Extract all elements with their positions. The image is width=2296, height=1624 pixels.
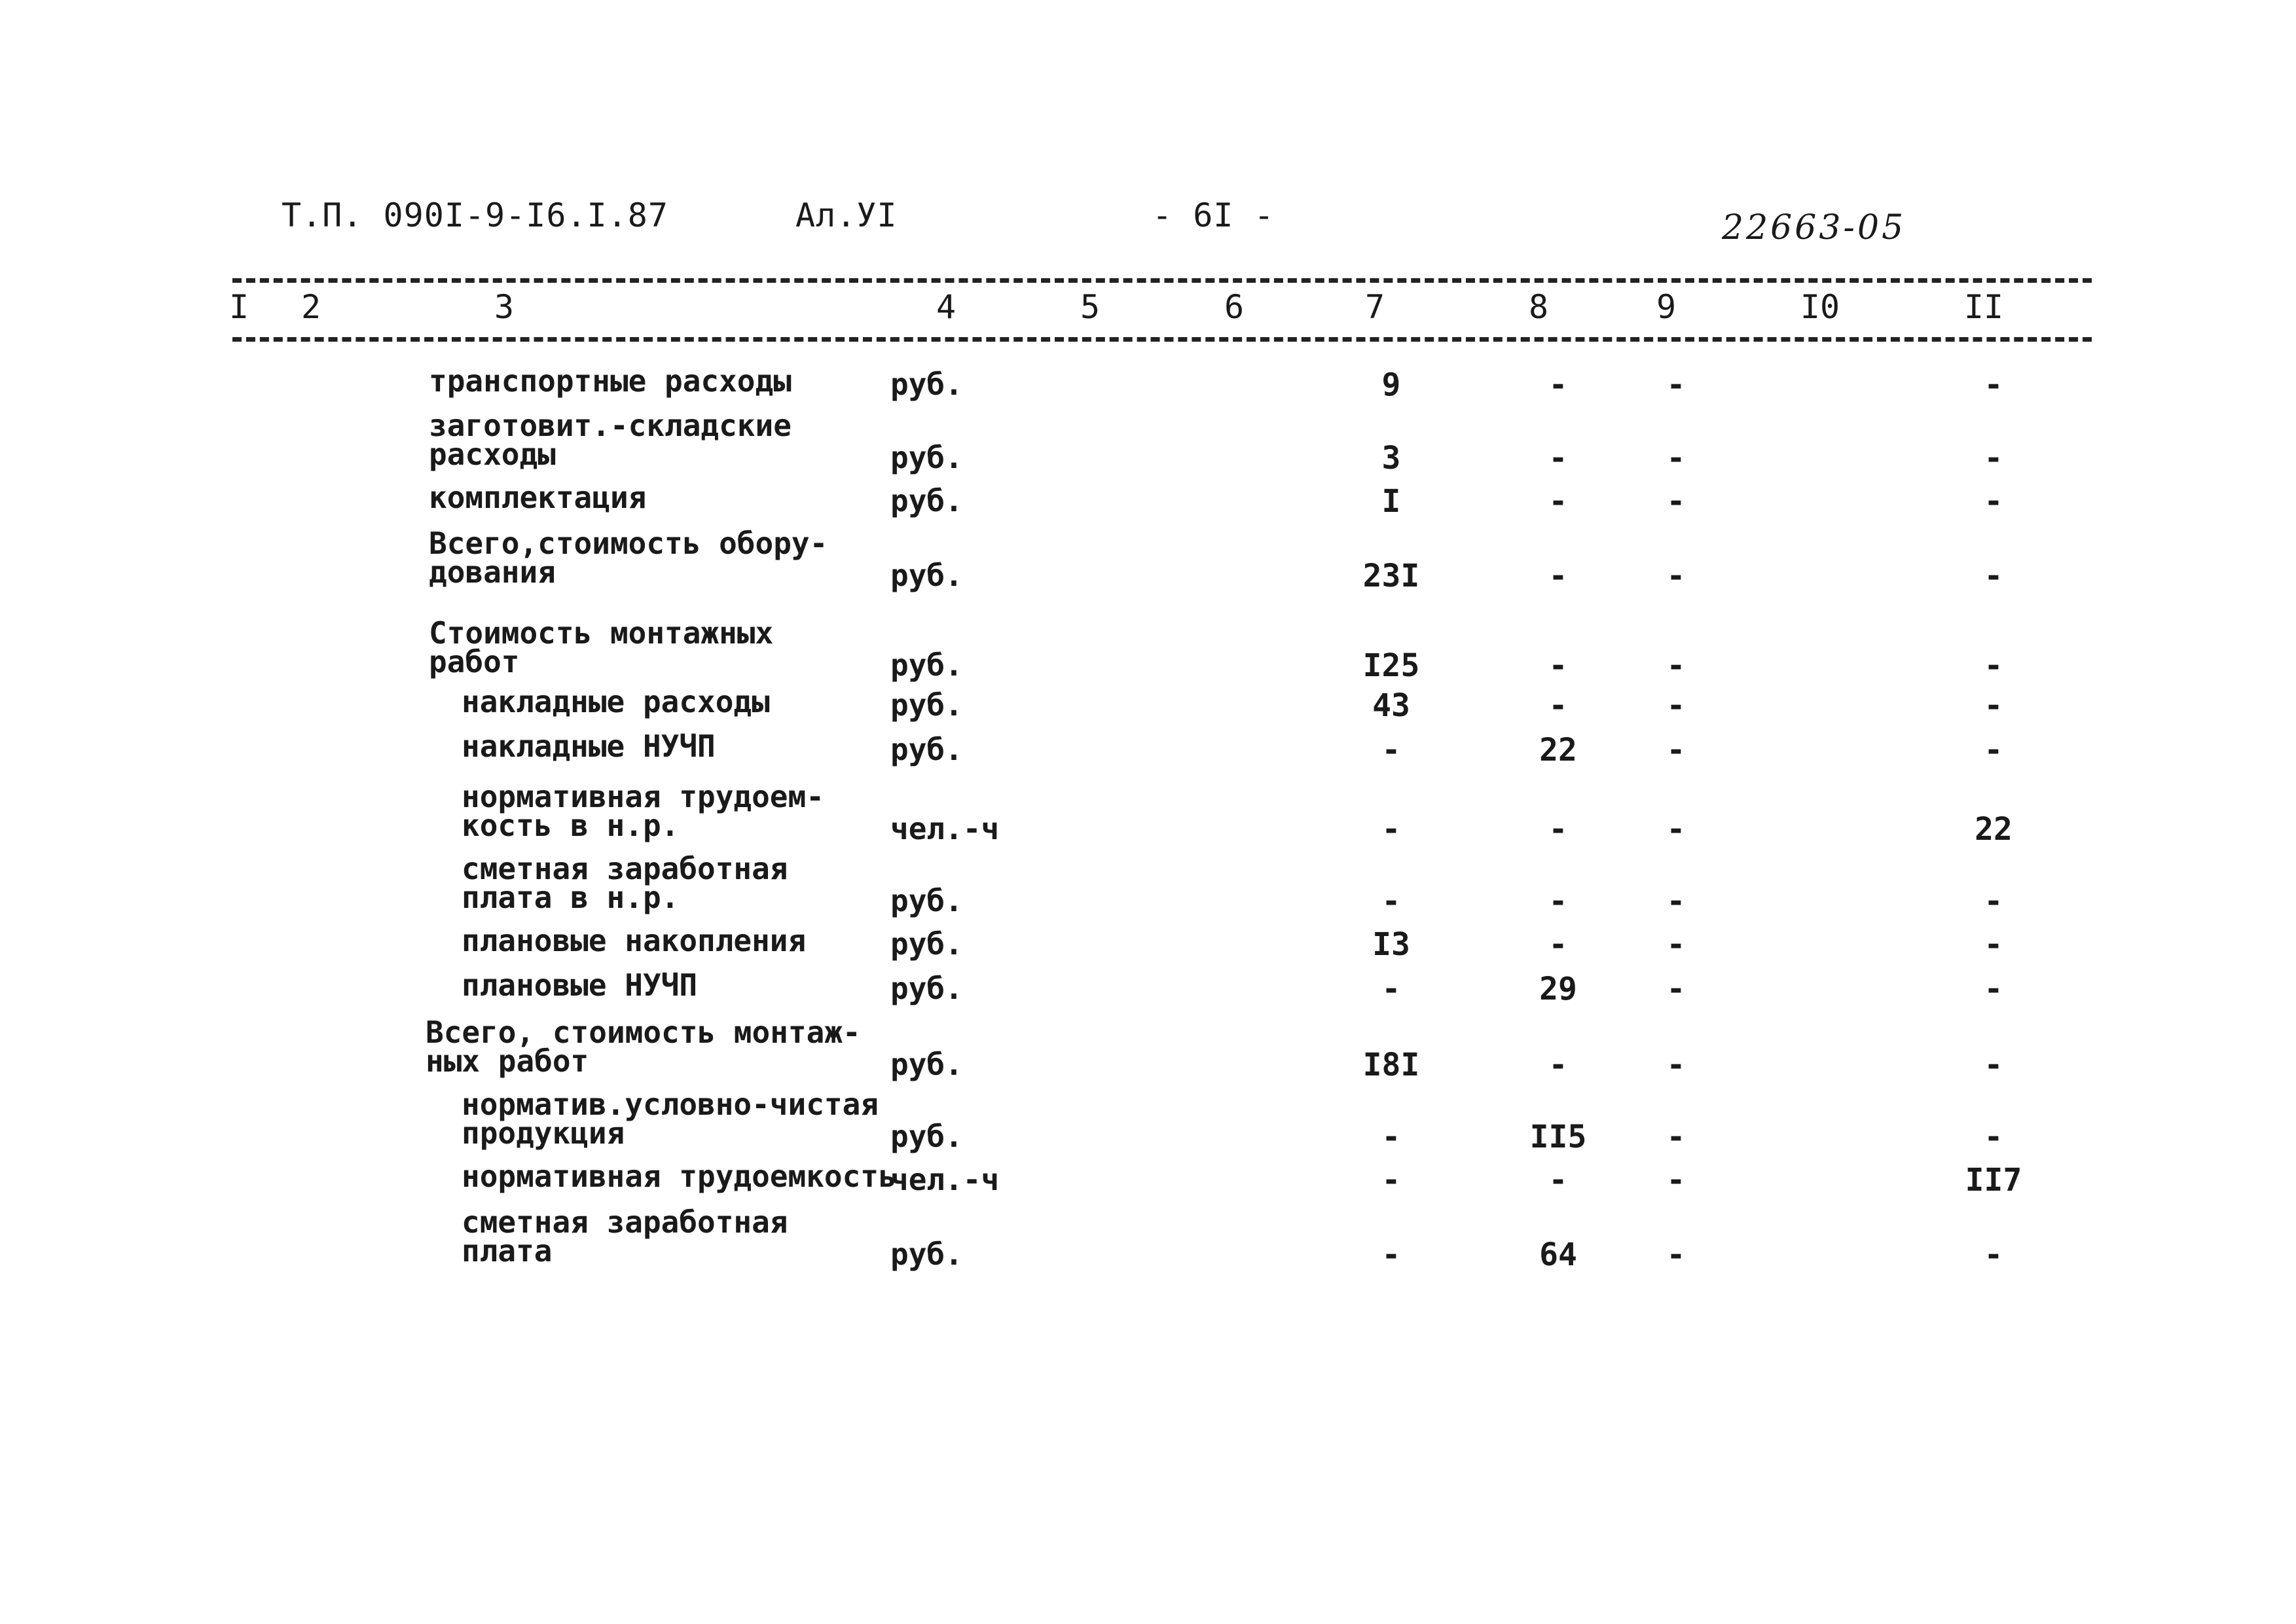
cell-col-8: - (1548, 440, 1568, 477)
row-description: Всего, стоимость монтаж- ных работ (426, 1015, 861, 1079)
cell-col-7: - (1381, 732, 1401, 768)
cell-col-7: - (1381, 883, 1401, 920)
cell-col-9: - (1666, 647, 1686, 684)
row-unit: чел.-ч (890, 811, 1000, 846)
cell-col-7: 9 (1381, 367, 1401, 403)
cell-col-7: I8I (1362, 1047, 1420, 1083)
cell-col-11: - (1984, 367, 2003, 403)
cell-col-8: - (1548, 558, 1568, 594)
cell-col-8: 22 (1539, 732, 1577, 768)
column-number: 4 (936, 288, 957, 326)
cell-col-7: 43 (1372, 687, 1410, 724)
row-description: плановые НУЧП (462, 967, 698, 1003)
row-description: сметная заработная плата (462, 1204, 788, 1269)
row-unit: руб. (890, 1236, 963, 1272)
row-description: Всего,стоимость обору- дования (429, 526, 828, 590)
cell-col-7: I3 (1372, 926, 1410, 963)
cell-col-9: - (1666, 483, 1686, 520)
cell-col-8: - (1548, 811, 1568, 848)
cell-col-8: - (1548, 883, 1568, 920)
cell-col-11: - (1984, 1236, 2003, 1273)
cell-col-9: - (1666, 1236, 1686, 1273)
cell-col-11: - (1984, 558, 2003, 594)
cell-col-9: - (1666, 732, 1686, 768)
cell-col-11: - (1984, 440, 2003, 477)
row-unit: руб. (890, 647, 963, 683)
cell-col-9: - (1666, 926, 1686, 963)
column-number: 6 (1224, 288, 1245, 326)
cell-col-8: - (1548, 1162, 1568, 1199)
column-number: 7 (1364, 288, 1385, 326)
cell-col-8: - (1548, 647, 1568, 684)
cell-col-7: - (1381, 1236, 1401, 1273)
row-description: комплектация (429, 480, 647, 515)
cell-col-8: 29 (1539, 971, 1577, 1007)
cell-col-11: - (1984, 687, 2003, 724)
cell-col-11: - (1984, 971, 2003, 1007)
cell-col-7: - (1381, 971, 1401, 1007)
row-description: нормативная трудоемкость (462, 1159, 897, 1194)
cell-col-7: - (1381, 811, 1401, 848)
cell-col-11: - (1984, 926, 2003, 963)
cell-col-11: II7 (1965, 1162, 2022, 1199)
cell-col-11: 22 (1975, 811, 2013, 848)
cell-col-7: 3 (1381, 440, 1401, 477)
header-top-rule (232, 278, 2092, 283)
handwritten-doc-number: 22663-05 (1722, 208, 1906, 247)
cell-col-9: - (1666, 558, 1686, 594)
row-description: накладные НУЧП (462, 729, 716, 764)
cell-col-11: - (1984, 1119, 2003, 1155)
column-number: 2 (301, 288, 321, 326)
row-unit: руб. (890, 883, 963, 918)
cell-col-8: - (1548, 926, 1568, 963)
row-unit: руб. (890, 483, 963, 518)
row-description: накладные расходы (462, 684, 770, 719)
column-number: 3 (494, 288, 515, 326)
page-number: - 6I - (1152, 196, 1275, 234)
cell-col-11: - (1984, 732, 2003, 768)
row-description: нормативная трудоем- кость в н.р. (462, 779, 824, 843)
row-unit: руб. (890, 926, 963, 962)
row-unit: руб. (890, 687, 963, 723)
cell-col-9: - (1666, 440, 1686, 477)
cell-col-7: I (1381, 483, 1401, 520)
cell-col-8: - (1548, 687, 1568, 724)
cell-col-9: - (1666, 971, 1686, 1007)
cell-col-11: - (1984, 647, 2003, 684)
row-description: сметная заработная плата в н.р. (462, 851, 788, 915)
row-unit: руб. (890, 558, 963, 593)
cell-col-9: - (1666, 883, 1686, 920)
cell-col-11: - (1984, 483, 2003, 520)
column-number: I (228, 288, 249, 326)
column-number: 5 (1080, 288, 1101, 326)
row-description: заготовит.-складские расходы (429, 408, 792, 472)
row-unit: чел.-ч (890, 1162, 1000, 1197)
column-number: I0 (1800, 288, 1840, 326)
doc-code: Т.П. 090I-9-I6.I.87 (282, 196, 668, 234)
album-label: Ал.УI (795, 196, 898, 234)
cell-col-8: - (1548, 367, 1568, 403)
cell-col-7: - (1381, 1162, 1401, 1199)
row-description: норматив.условно-чистая продукция (462, 1087, 879, 1151)
column-number: II (1963, 288, 2004, 326)
row-unit: руб. (890, 1047, 963, 1082)
row-unit: руб. (890, 367, 963, 402)
column-number: 9 (1656, 288, 1677, 326)
row-unit: руб. (890, 440, 963, 475)
cell-col-9: - (1666, 1162, 1686, 1199)
row-description: плановые накопления (462, 923, 807, 958)
cell-col-7: I25 (1362, 647, 1420, 684)
cell-col-8: 64 (1539, 1236, 1577, 1273)
cell-col-7: - (1381, 1119, 1401, 1155)
header-bottom-rule (232, 337, 2092, 342)
cell-col-7: 23I (1362, 558, 1420, 594)
cell-col-9: - (1666, 1119, 1686, 1155)
cell-col-8: - (1548, 1047, 1568, 1083)
row-unit: руб. (890, 971, 963, 1006)
cell-col-8: - (1548, 483, 1568, 520)
cell-col-11: - (1984, 883, 2003, 920)
cell-col-9: - (1666, 687, 1686, 724)
row-description: Стоимость монтажных работ (429, 615, 774, 679)
cell-col-9: - (1666, 811, 1686, 848)
cell-col-9: - (1666, 1047, 1686, 1083)
cell-col-8: II5 (1529, 1119, 1587, 1155)
row-description: транспортные расходы (429, 363, 792, 399)
column-number: 8 (1528, 288, 1549, 326)
cell-col-11: - (1984, 1047, 2003, 1083)
row-unit: руб. (890, 1119, 963, 1154)
cell-col-9: - (1666, 367, 1686, 403)
row-unit: руб. (890, 732, 963, 767)
